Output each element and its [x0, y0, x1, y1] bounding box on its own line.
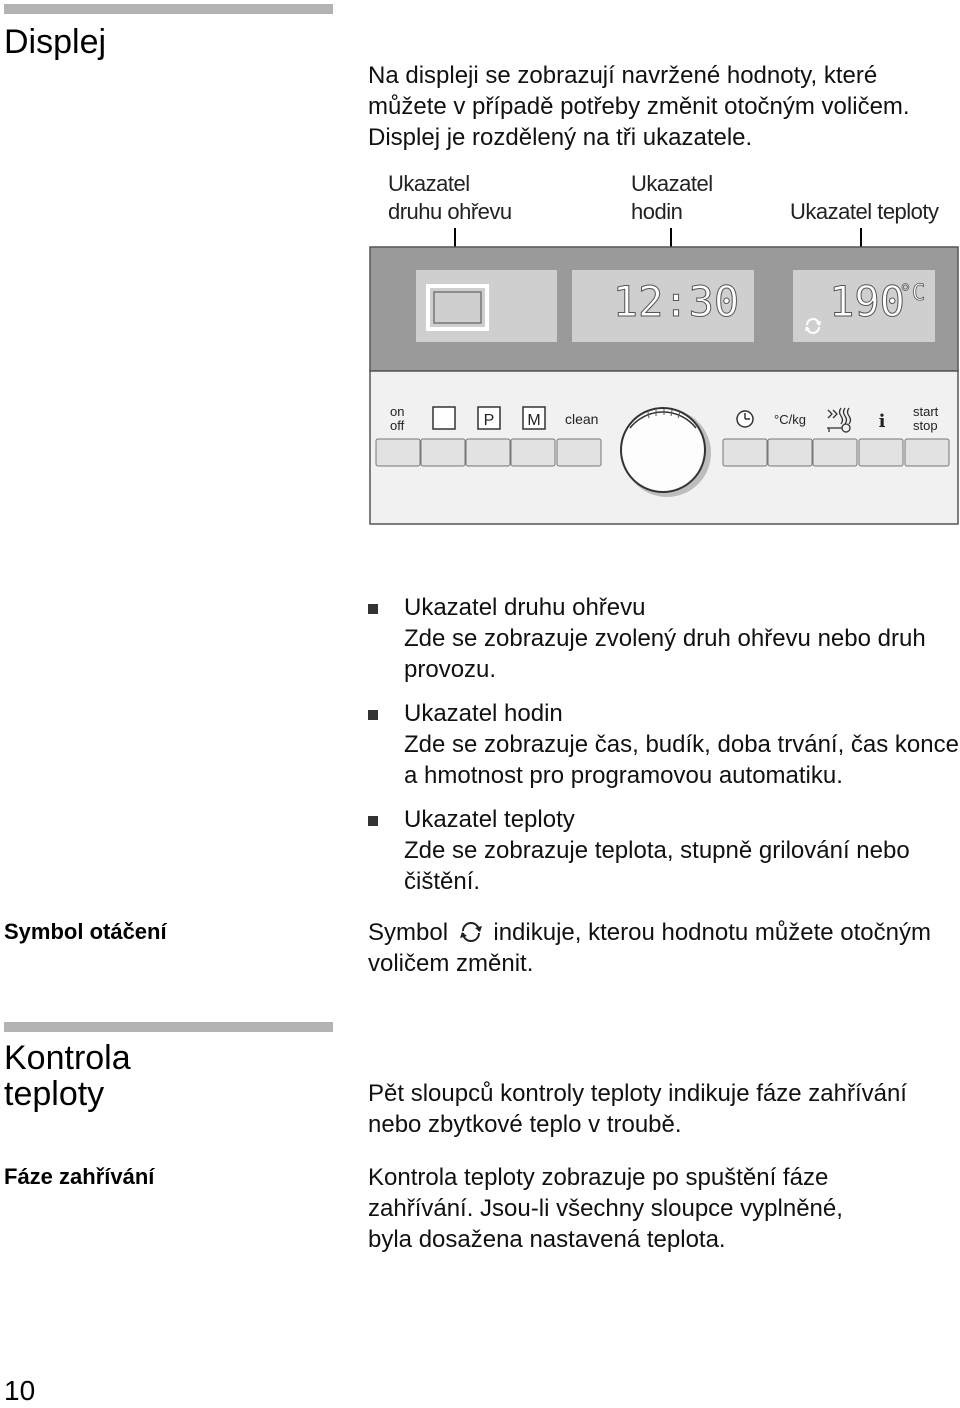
symbol-paragraph	[368, 917, 958, 979]
label-heating-indicator: Ukazatel druhu ohřevu	[388, 171, 512, 224]
section-title-line1: Kontrola	[4, 1039, 131, 1077]
section-bar-displej	[4, 4, 333, 14]
page-number: 10	[4, 1375, 36, 1406]
info-label: i	[878, 411, 886, 432]
section-bar-kontrola	[4, 1022, 333, 1032]
symbol-heading: Symbol otáčení	[4, 919, 167, 944]
list-item-text: Zde se zobrazuje zvolený druh ohřevu nebo druh provozu.	[404, 625, 926, 683]
ckg-label: °C/kg	[774, 412, 806, 427]
panel-button	[557, 439, 601, 466]
panel-button	[376, 439, 420, 466]
faze-text: Kontrola teploty zobrazuje po spuštění fáze zahřívání. Jsou-li všechny sloupce vyplněné, byla dosažena nastavená teplota.	[368, 1164, 843, 1253]
label-temp-indicator: Ukazatel teploty	[790, 199, 939, 224]
list-item	[368, 698, 960, 791]
panel-button	[905, 439, 949, 466]
list-item-title: Ukazatel druhu ohřevu	[404, 594, 646, 621]
panel-button	[723, 439, 767, 466]
p-key-label: P	[483, 412, 495, 429]
list-item	[368, 804, 960, 897]
clean-label: clean	[565, 411, 599, 427]
panel-button	[421, 439, 465, 466]
m-key-label: M	[527, 412, 541, 429]
panel-button	[466, 439, 510, 466]
section-title-displej: Displej	[4, 23, 107, 61]
panel-button	[768, 439, 812, 466]
off-label: off	[390, 418, 405, 433]
clock-display-value: 12:30	[612, 277, 740, 326]
list-item-text: Zde se zobrazuje čas, budík, doba trvání, čas konce a hmotnost pro programovou automatiku.	[404, 731, 959, 789]
square-icon	[433, 407, 455, 429]
indicator-list	[368, 592, 960, 910]
bullet-marker	[368, 816, 378, 826]
section-title-kontrola	[4, 1040, 131, 1112]
list-item-text: Zde se zobrazuje teplota, stupně grilování nebo čištění.	[404, 837, 910, 895]
symbol-text-after: indikuje, kterou hodnotu můžete otočným voličem změnit.	[368, 919, 931, 977]
panel-button	[511, 439, 555, 466]
section-title-line2: teploty	[4, 1075, 105, 1113]
clock-icon	[737, 411, 753, 427]
temp-display-value: 190	[829, 277, 905, 326]
bullet-marker	[368, 604, 378, 614]
list-item	[368, 592, 960, 685]
kontrola-intro: Pět sloupců kontroly teploty indikuje fáze zahřívání nebo zbytkové teplo v troubě.	[368, 1080, 907, 1138]
stop-label: stop	[913, 418, 938, 433]
list-item-title: Ukazatel teploty	[404, 806, 575, 833]
start-label: start	[913, 404, 939, 419]
faze-heading: Fáze zahřívání	[4, 1164, 155, 1189]
list-item-title: Ukazatel hodin	[404, 700, 563, 727]
panel-button	[859, 439, 903, 466]
symbol-text-before: Symbol	[368, 919, 449, 946]
temp-display-unit: °C	[898, 281, 926, 306]
right-button-row	[723, 439, 949, 466]
displej-intro: Na displeji se zobrazují navržené hodnoty, které můžete v případě potřeby změnit otočným voličem. Displej je rozdělený na tři ukazatele.	[368, 62, 910, 151]
on-label: on	[390, 404, 405, 419]
rotation-icon	[459, 921, 483, 943]
panel-button	[813, 439, 857, 466]
label-clock-indicator: Ukazatel hodin	[631, 171, 713, 224]
oven-control-panel-diagram	[368, 168, 960, 528]
left-button-row	[376, 439, 601, 466]
bullet-marker	[368, 710, 378, 720]
